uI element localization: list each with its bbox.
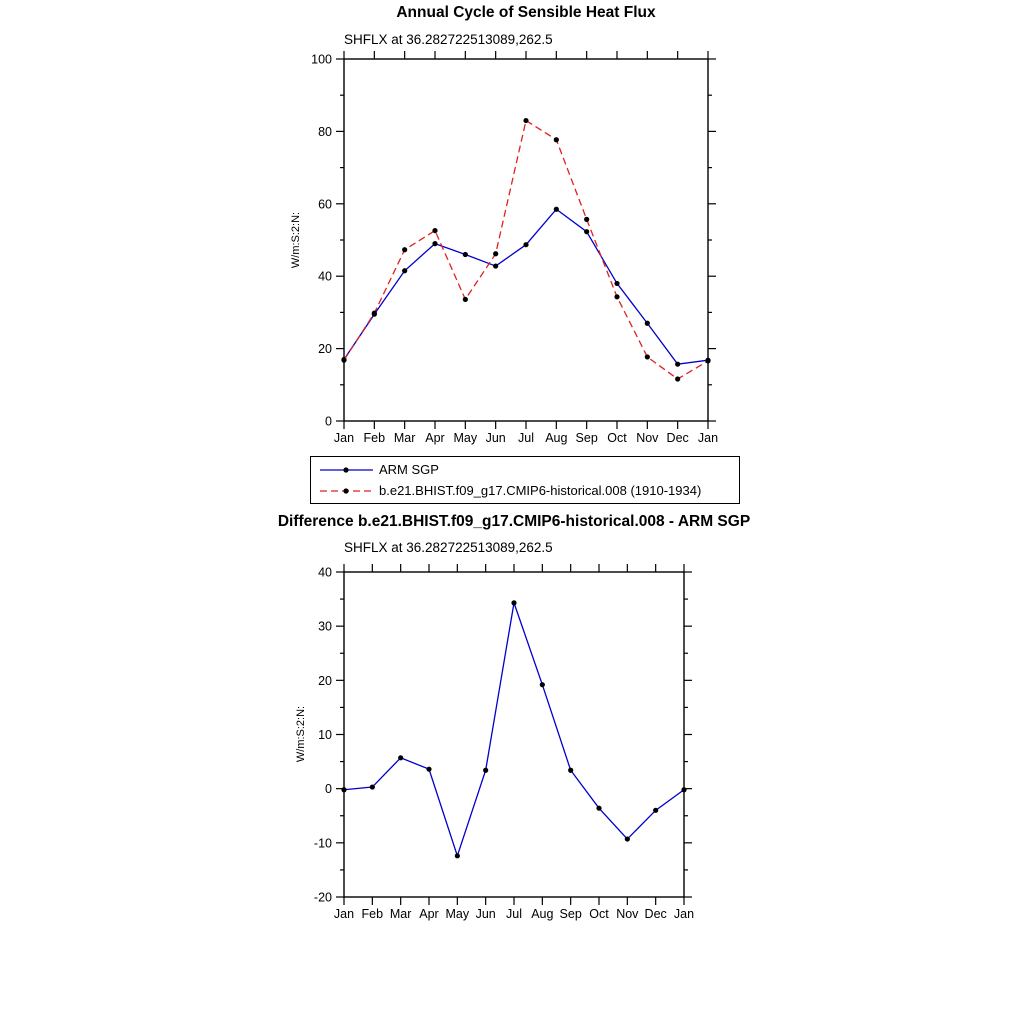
chart1-y-axis-label: W/m:S:2:N: [290,211,302,269]
svg-text:Apr: Apr [419,907,439,921]
chart-1-plot [311,51,718,445]
legend-label-model: b.e21.BHIST.f09_g17.CMIP6-historical.008 (1910-1934) [379,483,702,498]
svg-text:Oct: Oct [607,431,627,445]
legend [310,456,740,504]
svg-text:Jul: Jul [518,431,534,445]
svg-text:60: 60 [318,197,332,212]
legend-item-arm-sgp [318,459,739,480]
svg-text:Aug: Aug [545,431,568,445]
svg-text:-10: -10 [313,836,332,851]
svg-text:20: 20 [318,673,332,688]
series-0 [341,600,686,858]
svg-text:-20: -20 [313,890,332,905]
svg-text:Apr: Apr [425,431,445,445]
svg-text:Feb: Feb [363,431,386,445]
svg-text:Jan: Jan [697,431,719,445]
chart1-subtitle: SHFLX at 36.282722513089,262.5 [344,32,553,47]
svg-text:Mar: Mar [393,431,416,445]
series-0 [341,207,710,367]
svg-text:Jan: Jan [333,431,355,445]
svg-text:40: 40 [318,565,332,580]
chart2-y-axis-label: W/m:S:2:N: [295,705,307,763]
svg-text:0: 0 [325,782,332,797]
chart1-title: Annual Cycle of Sensible Heat Flux [396,4,656,21]
series-1 [341,118,710,382]
y-axis [314,566,692,905]
svg-text:Dec: Dec [644,907,667,921]
chart2-subtitle: SHFLX at 36.282722513089,262.5 [344,540,553,555]
svg-text:Mar: Mar [389,907,412,921]
svg-text:30: 30 [318,619,332,634]
svg-text:Jun: Jun [485,431,506,445]
svg-text:10: 10 [318,728,332,742]
svg-text:Oct: Oct [589,907,609,921]
svg-text:Nov: Nov [616,907,639,921]
svg-text:0: 0 [325,414,332,429]
svg-text:100: 100 [311,52,332,67]
legend-line-sample-0 [318,463,376,477]
svg-text:Jan: Jan [673,907,695,921]
svg-text:May: May [453,431,478,445]
svg-text:Nov: Nov [636,431,659,445]
svg-text:May: May [445,907,470,921]
svg-text:Jun: Jun [475,907,496,921]
legend-label-arm-sgp: ARM SGP [379,462,439,477]
svg-text:20: 20 [318,342,332,357]
chart-2-plot [314,564,694,921]
svg-text:Aug: Aug [531,907,554,921]
legend-item-model [318,480,739,501]
x-axis [334,51,718,445]
chart2-title: Difference b.e21.BHIST.f09_g17.CMIP6-historical.008 - ARM SGP [277,513,751,530]
svg-text:Jul: Jul [506,907,522,921]
svg-text:Sep: Sep [575,431,598,445]
svg-text:Dec: Dec [666,431,689,445]
legend-line-sample-1 [318,484,376,498]
svg-text:Jan: Jan [333,907,355,921]
x-axis [334,564,694,921]
svg-text:Feb: Feb [361,907,384,921]
svg-text:Sep: Sep [559,907,582,921]
svg-text:80: 80 [318,124,332,139]
y-axis [311,53,716,429]
svg-text:40: 40 [318,269,332,284]
